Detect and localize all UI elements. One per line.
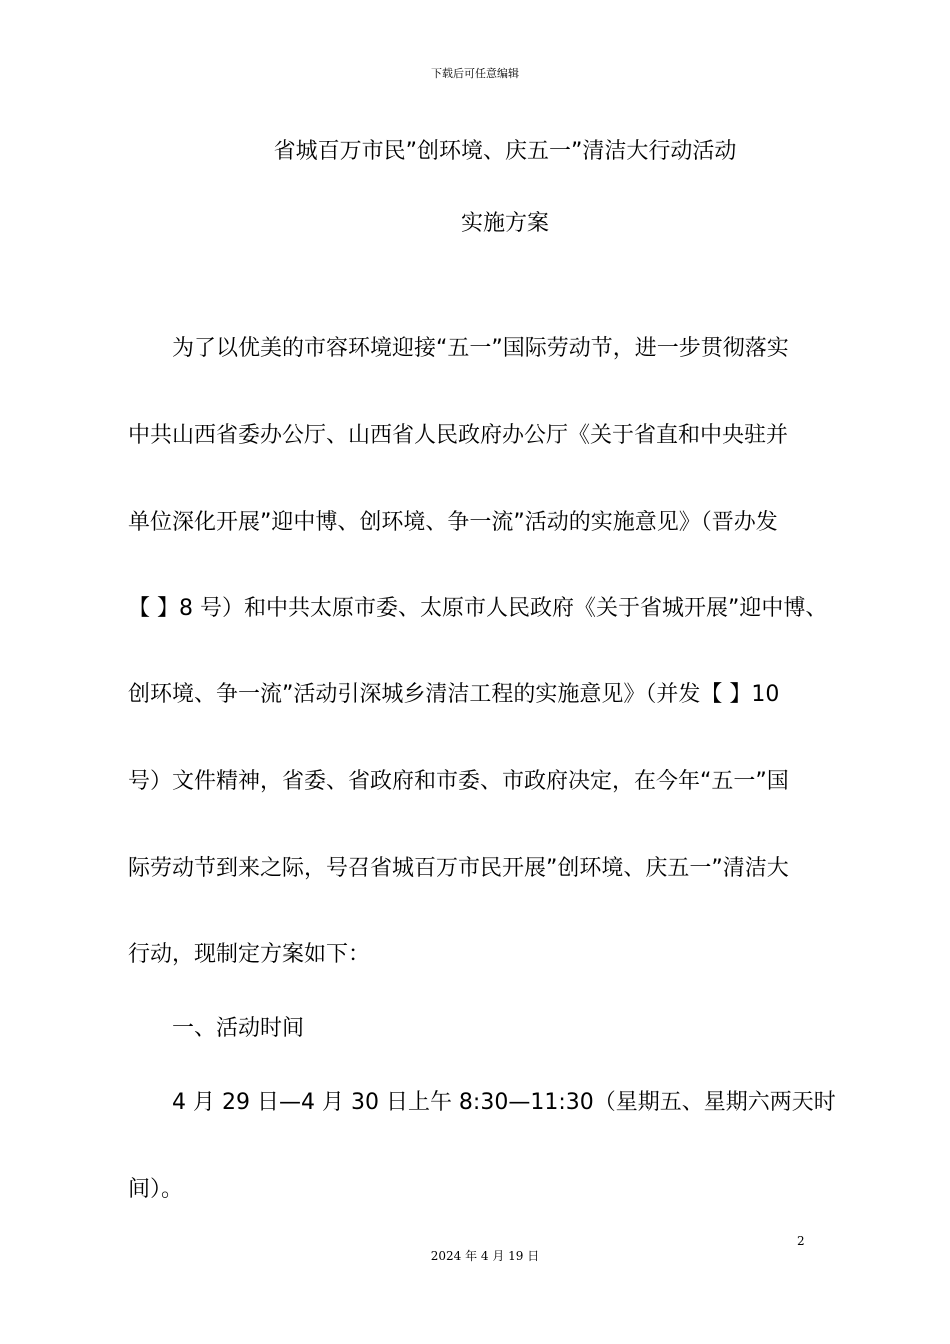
paragraph-line: 中共山西省委办公厅、山西省人民政府办公厅《关于省直和中央驻并: [128, 423, 789, 448]
page-header: 下载后可任意编辑: [431, 67, 519, 80]
paragraph-line: 号）文件精神，省委、省政府和市委、市政府决定，在今年“五一”国: [128, 769, 789, 794]
page-number: 2: [797, 1234, 805, 1248]
paragraph-line: 际劳动节到来之际，号召省城百万市民开展”创环境、庆五一”清洁大: [128, 856, 789, 881]
section-heading-activity-time: 一、活动时间: [172, 1016, 305, 1041]
page-footer-date: 2024 年 4 月 19 日: [430, 1249, 540, 1263]
paragraph-line: 间）。: [128, 1177, 184, 1202]
document-title-line-2: 实施方案: [460, 211, 549, 236]
paragraph-line: 单位深化开展”迎中博、创环境、争一流”活动的实施意见》（晋办发: [128, 510, 778, 535]
paragraph-line: 行动，现制定方案如下：: [128, 942, 371, 967]
paragraph-line: 【 】8 号）和中共太原市委、太原市人民政府《关于省城开展”迎中博、: [128, 596, 828, 621]
paragraph-line: 4 月 29 日—4 月 30 日上午 8:30—11:30（星期五、星期六两天时: [172, 1090, 836, 1115]
paragraph-line: 创环境、争一流”活动引深城乡清洁工程的实施意见》（并发【 】10: [128, 682, 780, 707]
paragraph-line: 为了以优美的市容环境迎接“五一”国际劳动节，进一步贯彻落实: [172, 336, 789, 361]
document-title-line-1: 省城百万市民”创环境、庆五一”清洁大行动活动: [273, 139, 737, 164]
